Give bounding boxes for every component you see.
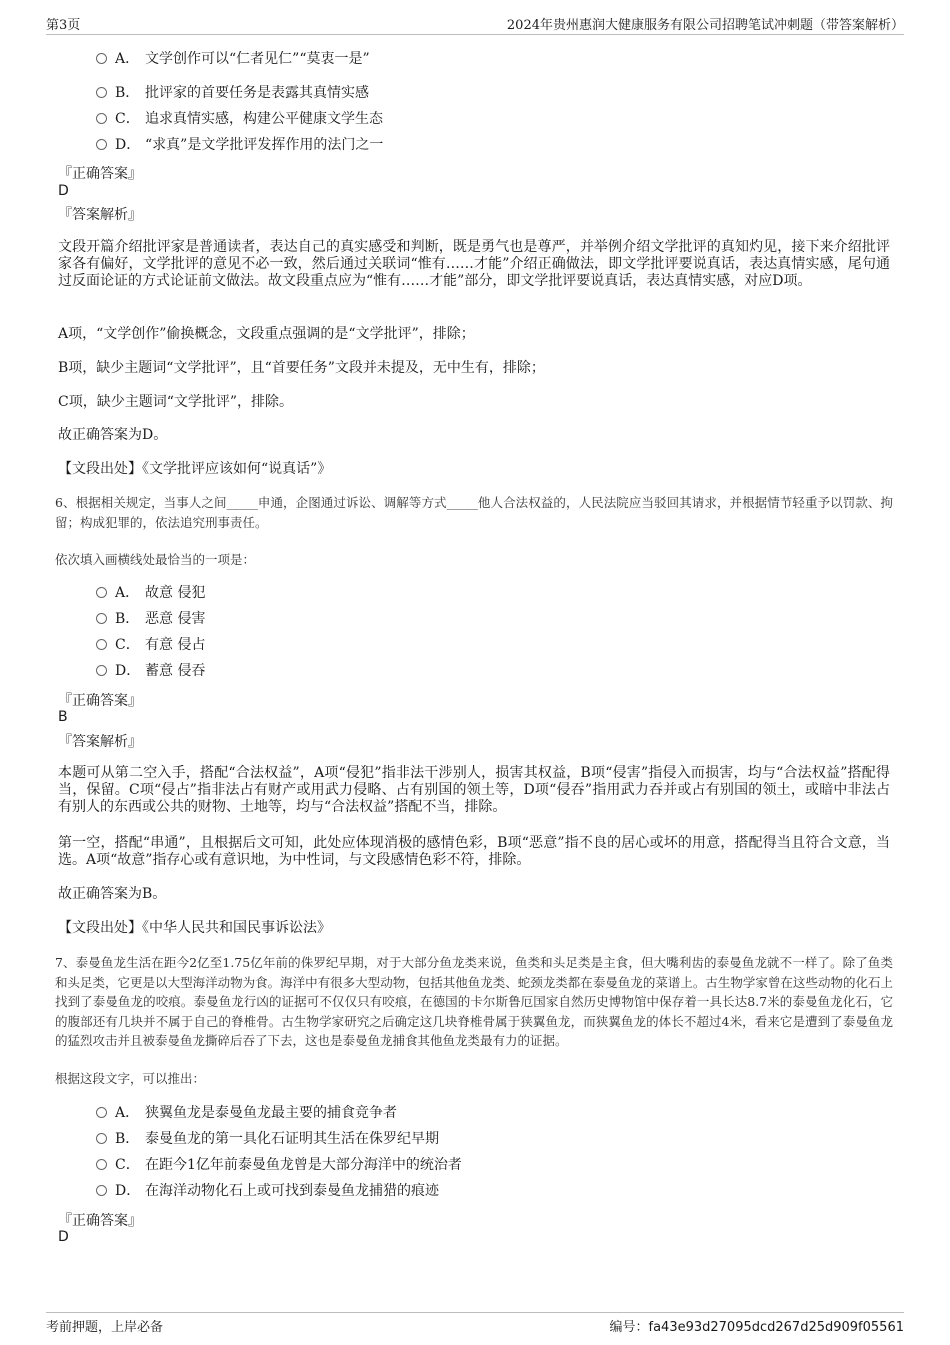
q6-answer: B	[58, 709, 68, 725]
q6-conclusion: 故正确答案为B。	[58, 886, 167, 902]
q5-answer-label: 『正确答案』	[58, 166, 142, 182]
q5-analysis-b: B项，缺少主题词“文学批评”，且“首要任务”文段并未提及，无中生有，排除；	[58, 360, 545, 376]
q5-conclusion: 故正确答案为D。	[58, 427, 168, 443]
q5-analysis-label: 『答案解析』	[58, 207, 142, 223]
q6-source: 【文段出处】《中华人民共和国民事诉讼法》	[58, 920, 331, 936]
q7-answer-label: 『正确答案』	[58, 1213, 142, 1229]
q7-option-b[interactable]: B． 泰曼鱼龙的第一具化石证明其生活在侏罗纪早期	[96, 1129, 439, 1149]
q7-option-c[interactable]: C． 在距今1亿年前泰曼鱼龙曾是大部分海洋中的统治者	[96, 1155, 462, 1175]
q7-option-d[interactable]: D． 在海洋动物化石上或可找到泰曼鱼龙捕猎的痕迹	[96, 1181, 439, 1201]
q5-option-d[interactable]: D． “求真”是文学批评发挥作用的法门之一	[96, 135, 383, 155]
document-title: 2024年贵州惠润大健康服务有限公司招聘笔试冲刺题（带答案解析）	[506, 18, 904, 33]
q6-question: 6、根据相关规定，当事人之间_____申通，企图通过诉讼、调解等方式_____他人合法权益的，人民法院应当驳回其请求，并根据情节轻重予以罚款、拘留；构成犯罪的，依法追究刑事责任。	[55, 495, 893, 530]
q5-option-a[interactable]: A． 文学创作可以“仁者见仁”“莫衷一是”	[96, 49, 370, 69]
radio-icon[interactable]	[96, 613, 107, 624]
q6-option-b[interactable]: B． 恶意 侵害	[96, 609, 205, 629]
radio-icon[interactable]	[96, 53, 107, 64]
q6-option-a[interactable]: A． 故意 侵犯	[96, 583, 205, 603]
q5-source: 【文段出处】《文学批评应该如何“说真话”》	[58, 461, 332, 477]
page-header	[46, 14, 904, 35]
radio-icon[interactable]	[96, 1107, 107, 1118]
q5-analysis-paragraph: 文段开篇介绍批评家是普通读者，表达自己的真实感受和判断，既是勇气也是尊严，并举例介绍文学批评的真知灼见，接下来介绍批评家各有偏好，文学批评的意见不必一致，然后通过关联词“惟有……才能”介绍正确做法，即文学批评要说真话，表达真情实感，尾句通过反面论证的方式论证前文做法。故文段重点应为“惟有……才能”部分，即文学批评要说真话，表达真情实感，对应D项。	[58, 239, 890, 289]
q7-answer: D	[58, 1229, 69, 1245]
radio-icon[interactable]	[96, 87, 107, 98]
q5-analysis-a: A项，“文学创作”偷换概念，文段重点强调的是“文学批评”，排除；	[58, 326, 475, 342]
radio-icon[interactable]	[96, 665, 107, 676]
page-number: 第3页	[46, 18, 81, 33]
document-code: 编号：fa43e93d27095dcd267d25d909f05561	[609, 1320, 904, 1335]
q5-answer: D	[58, 183, 69, 199]
q6-analysis-label: 『答案解析』	[58, 734, 142, 750]
q5-option-c[interactable]: C． 追求真情实感，构建公平健康文学生态	[96, 109, 383, 129]
footer-note: 考前押题，上岸必备	[46, 1320, 164, 1335]
q6-option-d[interactable]: D． 蓄意 侵吞	[96, 661, 205, 681]
radio-icon[interactable]	[96, 113, 107, 124]
radio-icon[interactable]	[96, 639, 107, 650]
radio-icon[interactable]	[96, 1159, 107, 1170]
q7-option-a[interactable]: A． 狭翼鱼龙是泰曼鱼龙最主要的捕食竞争者	[96, 1103, 397, 1123]
q6-option-c[interactable]: C． 有意 侵占	[96, 635, 205, 655]
q6-analysis-paragraph-2: 第一空，搭配“串通”，且根据后文可知，此处应体现消极的感情色彩，B项“恶意”指不良的居心或坏的用意，搭配得当且符合文意，当选。A项“故意”指存心或有意识地，为中性词，与文段感情色彩不符，排除。	[58, 835, 890, 868]
q7-question: 7、泰曼鱼龙生活在距今2亿至1.75亿年前的侏罗纪早期，对于大部分鱼龙类来说，鱼类和头足类是主食，但大嘴利齿的泰曼鱼龙就不一样了。除了鱼类和头足类，它更是以大型海洋动物为食。海洋中有很多大型动物，包括其他鱼龙类、蛇颈龙类都在泰曼鱼龙的菜谱上。古生物学家曾在这些动物的化石上找到了泰曼鱼龙的咬痕。泰曼鱼龙行凶的证据可不仅仅只有咬痕，在德国的卡尔斯鲁厄国家自然历史博物馆中保存着一具长达8.7米的泰曼鱼龙化石，它的腹部还有几块并不属于自己的脊椎骨。古生物学家研究之后确定这几块脊椎骨属于狭翼鱼龙，而狭翼鱼龙的体长不超过4米，看来它是遭到了泰曼鱼龙的猛烈攻击并且被泰曼鱼龙撕碎后吞了下去，这也是泰曼鱼龙捕食其他鱼龙类最有力的证据。	[55, 955, 893, 1048]
q6-prompt: 依次填入画横线处最恰当的一项是：	[55, 552, 256, 567]
q7-prompt: 根据这段文字，可以推出：	[55, 1071, 206, 1086]
q5-analysis-c: C项，缺少主题词“文学批评”，排除。	[58, 394, 294, 410]
q6-analysis-paragraph-1: 本题可从第二空入手，搭配“合法权益”，A项“侵犯”指非法干涉别人，损害其权益，B项“侵害”指侵入而损害，均与“合法权益”搭配得当，保留。C项“侵占”指非法占有财产或用武力侵略、占有别国的领土等，D项“侵吞”指用武力吞并或占有别国的领土，或暗中非法占有别人的东西或公共的财物、土地等，均与“合法权益”搭配不当，排除。	[58, 765, 890, 815]
q6-answer-label: 『正确答案』	[58, 693, 142, 709]
q5-option-b[interactable]: B． 批评家的首要任务是表露其真情实感	[96, 83, 369, 103]
radio-icon[interactable]	[96, 1185, 107, 1196]
radio-icon[interactable]	[96, 139, 107, 150]
page-footer	[46, 1312, 904, 1338]
radio-icon[interactable]	[96, 587, 107, 598]
radio-icon[interactable]	[96, 1133, 107, 1144]
